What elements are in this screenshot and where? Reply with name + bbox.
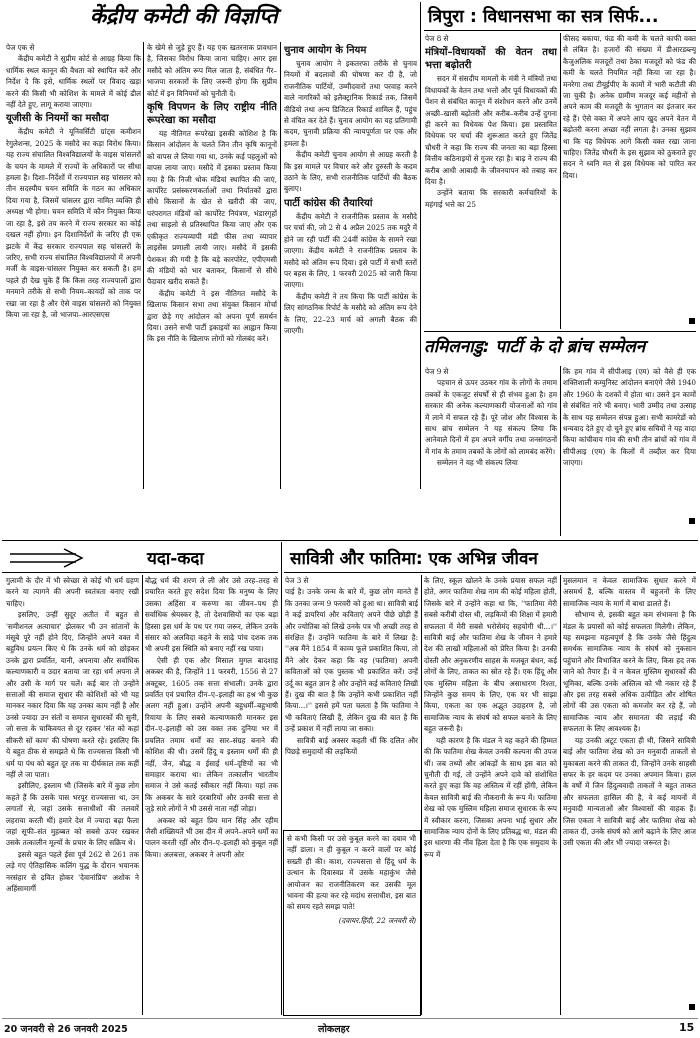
footer-date: 20 जनवरी से 26 जनवरी 2025 <box>4 1024 128 1035</box>
paragraph: यह नीतिगत रूपरेखा इसकी कोशिश है कि किसान आंदोलन के चलते जिन तीन कृषि कानूनों को वापस ले लिया गया था, उनके कई पहलुओं को वापस लाया जाए। मसौदे में इसका प्रस्ताव किया गया है कि निजी थोक मंडियां स्थापित की जाएं, कार्पोरेट प्रसंस्करणकर्ताओं तथा निर्यातकों द्वारा सीधे किसानों के खेत से खरीदी की जाए, परंपरागत मंडियों को कार्पोरेट नियंत्रण, भंडारगृहों तथा साइलो से प्रतिस्थापित किया जाए और एक एकीकृत राज्यव्यापी मंडी फीस तथा व्यापार लाइसेंस प्रणाली लायी जाए। मसौदे में इसकी पेशकश की गयी है कि बड़े कारपोरेट, एपीएमसी की मंडियों को भार बताकर, किसानों से सीधे पैदावार खरीद सकते हैं। <box>147 129 277 287</box>
section-rule <box>424 30 696 31</box>
section-rule <box>284 572 696 573</box>
column-rule <box>142 575 143 1015</box>
column-rule <box>560 575 561 1015</box>
headline-savitri: सावित्री और फातिमा: एक अभिन्न जीवन <box>290 549 538 569</box>
column-rule <box>420 2 421 489</box>
end-mark <box>689 1004 695 1010</box>
continuation-note: पेज 3 से <box>285 576 309 585</box>
paragraph: पाई है। उनके जन्म के बारे में, कुछ लोग मानते हैं कि उनका जन्म 9 फरवरी को हुआ था। सावित्री बाई ने कई डायरियां और कविताएं अपने पीछे छोड़ी हैं और ज्योतिबा को लिखे उनके पत्र भी अच्छी तरह से संरक्षित हैं। उन्होंने फातिमा के बारे में लिखा है: ''अब मैंने 1854 में काव्य फूले प्रकाशित किया, तो मैंने ओर देकर कहा कि वह (फातिमा) अपनी कविताओं को एक पुस्तक भी प्रकाशित करें। उन्हें उर्दू का बहुत ज्ञान है और उन्होंने कई कविताएं लिखी हैं। दुख की बात है कि उन्होंने कभी प्रकाशित नहीं किया...।'' इससे हमें पता चलता है कि फातिमा ने भी कविताएं लिखी हैं, लेकिन दुख की बात है कि उन्हें प्रकाश में नहीं लाया जा सका। <box>285 587 418 734</box>
paragraph: सदन में संसदीय मामलों के मंत्री ने मंत्रियों तथा विधायकों के वेतन तथा भत्तों और पूर्व विधायकों की पेंशन से संबंधित कानून में संशोधन करने और उनमें अच्छी–खासी बढ़ोतरी और करीब–करीब उन्हें दुगना ही करने का विधेयक पेश किया। इस प्रस्तावित विधेयक पर चर्चा की शुरूआत करते हुए जितेंद्र चौधरी ने कहा कि राज्य की जनता का बड़ा हिस्सा वित्तीय कठिनाइयों से गुजर रहा है। बाढ़ ने राज्य की करीब आधी आबादी के जीवनयापन को तबाह कर दिया है। <box>425 74 557 187</box>
paragraph: के खेमे से जुड़े हुए हैं। यह एक खतरनाक प्रावधान है, जिसका विरोध किया जाना चाहिए। अगर इस मसौदे को अंतिम रूप मिल जाता है, संबंधित गैर–भाजपा सरकारों के लिए जरूरी होगा कि सुप्रीम कोर्ट में इन विनियमों को चुनौती दें। <box>147 43 277 98</box>
headline-tamilnadu: तमिलनाडु: पार्टी के दो ब्रांच सम्मेलन <box>424 337 646 357</box>
source-credit: (दवायर.हिंदी, 22 जनवरी से) <box>338 915 416 925</box>
section-rule <box>424 331 696 332</box>
savitri-column-3 <box>563 575 696 1015</box>
subheading-ugc: यूजीसी के नियमों का मसौदा <box>6 113 109 125</box>
paragraph: गुलामी के दौर में भी स्वेच्छा से कोई भी धर्म ग्रहण करने या त्यागने की अपनी स्वतंत्रता बनाए रखी चाहिए। <box>6 576 139 608</box>
column-rule <box>421 575 422 1015</box>
subheading-salary-hike: मंत्रियों–विधायकों की वेतन तथा भत्ता बढ़ोतरी <box>425 47 557 72</box>
column-rule <box>143 42 144 489</box>
paragraph: केंद्रीय कमेटी ने यूनिवर्सिटी ग्रांट्स कमीशन रेगुलेशन्स, 2025 के मसौदे का कड़ा विरोध किया। यह राज्य संचालित विश्वविद्यालयों के वाइस चांसलरों के चयन के मामले में राज्यों के अधिकारों पर सीधा हमला है। दिशा–निर्देशों में राज्यपाल सह चांसलर को तीन सदस्यीय चयन समिति के गठन का अधिकार दिया गया है, जिसमें चांसलर द्वारा नामित व्यक्ति ही अध्यक्ष भी होगा। चयन समिति में कौन नियुक्त किया जा रहा है, इसे तय करने में राज्य सरकार का कोई दखल नहीं होगा। इन दिशानिर्देशों के जरिए ही एक झटके में केंद्र सरकार राज्यपाल सह चांसलरों के जरिए, सभी राज्य संचालित विश्वविद्यालयों में अपनी मर्जी के वाइस-चांसलर नियुक्त कर सकती है। हम पहले ही देख चुके हैं कि किस तरह राज्यपालों द्वारा मनमाने तरीके से सभी नियम–कायदों को ताक पर रखा जा रहा है और ऐसे वाइस चांसलरों को नियुक्त किया जा रहा है, जो भाजपा–आरएसएस <box>6 127 141 319</box>
paragraph: इससे बहुत पहले ईसा पूर्व 262 से 261 तक लड़े गए ऐतिहासिक कलिंग युद्ध के दौरान भयानक नरसंहार से द्रवित होकर 'देवानांप्रिय' अशोक ने अहिंसामार्गी <box>6 849 139 893</box>
paragraph: केंद्रीय कमेटी ने इस नीतिगत मसौदे के खिलाफ किसान सभा तथा संयुक्त किसान मोर्चा द्वारा छेड़े गए आंदोलन को अपना पूर्ण समर्थन दिया। उसने सभी पार्टी इकाइयों का आह्वान किया कि इस नीति के खिलाफ लोगों को गोलबंद करें। <box>147 288 277 344</box>
section-rule <box>2 572 278 573</box>
paragraph: सौभाग्य से, इसकी बहुत कम संभावना है कि मंडल के प्रयासों को कोई सफलता मिलेगी। लेकिन, यह समझना महत्वपूर्ण है कि उनके जैसे हिंदुत्व समर्थक सामाजिक न्याय के संघर्ष को नुकसान पहुंचाने और विभाजित करने के लिए, किस हद तक जाने को तैयार हैं। वे न केवल मुस्लिम सुधारकों की भूमिका, बल्कि उनके अस्तित्व को भी नकार रहे हैं और इस तरह सबसे अधिक उत्पीड़ित और शोषित लोगों की उस एकता को कमजोर कर रहे हैं, जो सामाजिक न्याय और समानता की लड़ाई की सफलता के लिए आवश्यक है। <box>563 610 696 734</box>
section-rule <box>2 540 698 541</box>
paragraph: इसीलिए, इस्लाम भी (जिसके बारे में कुछ लोग कहते हैं कि उसके पास भरपूर राज्यसत्ता था, उन लगातों से, जहां उसके सत्ताधीशों की तलवारें लहराया करती थीं) हमारे देश में ज्यादा बढ़ा फैला जहां सूफी–संत मुहब्बत को सबसे ऊपर रखकर उसके तत्कालीन मूल्यों के प्रचार के लिए सक्रिय थे। <box>6 781 139 848</box>
end-mark <box>689 318 695 324</box>
cc-column-3 <box>284 42 417 489</box>
paragraph: सम्मेलन ने यह भी संकल्प लिया <box>437 458 518 468</box>
paragraph: केंद्रीय कमेटी चुनाव आयोग से आग्रह करती है कि इस मामले पर विचार करे और दुरुस्ती के कदम उठाने के लिए, सभी राजनीतिक पार्टियों की बैठक बुलाए। <box>284 150 417 194</box>
yada-column-2 <box>145 575 278 1015</box>
end-mark <box>689 518 695 524</box>
continuation-box-text <box>287 833 416 1011</box>
arrow-icon <box>6 546 86 572</box>
paragraph: सावित्री बाई अक्सर कहती थीं कि दलित और पिछड़े समुदायों की लड़कियों <box>285 735 418 757</box>
paragraph: चुनाव आयोग ने इकतरफा तरीके से चुनाव नियमों में बदलावों की घोषणा कर दी है, जो राजनीतिक पार्टियों, उम्मीदवारों तथा परवाह करने वाले नागरिकों को इलैक्ट्रानिक रिकार्ड तक, जिसमें वीडियो तथा अन्य डिजिटल रिकार्ड शामिल हैं, पहुंच से वंचित कर देते हैं। चुनाव आयोग का यह प्रतिगामी कदम, चुनावी प्रक्रिया की न्यायपूर्णता पर एक और हमला है। <box>284 59 417 148</box>
footer-paper-name: लोकलहर <box>318 1024 350 1035</box>
paragraph: केंद्रीय कमेटी ने तय किया कि पार्टी कांग्रेस के लिए सांगठनिक रिपोर्ट के मसौदे को अंतिम रूप देने के लिए, 22–23 मार्च को अगली बैठक की जाएगी। <box>284 291 417 335</box>
subheading-party-congress: पार्टी कांग्रेस की तैयारियां <box>284 197 373 209</box>
footer-rule <box>2 1018 698 1019</box>
savitri-column-1 <box>285 575 418 825</box>
paragraph: यह उनकी अटूट एकता ही थी, जिसने सावित्री बाई और फातिमा शेख को उन मनुवादी ताकतों से मुकाबला करने की ताकत दी, जिन्होंने उनके साहसी सफर के हर कदम पर उनका अपमान किया। हाल के वर्षों में जिन हिंदुत्ववादी ताकतों ने बहुत ताकत और सफलता हासिल की है, वे कई मायनों में मनुवादी मान्यताओं और विश्वासों की वाहक हैं। जिस एकता ने सावित्री बाई और फातिमा शेख को ताकत दी, उनके संघर्ष को आगे बढ़ाने के लिए आज उसी एकता की और भी ज्यादा जरूरत है। <box>563 735 696 848</box>
tripura-column-1 <box>425 33 557 329</box>
tamilnadu-column-2 <box>563 366 696 516</box>
paragraph: से कभी किसी पर उसे कुबूल करने का दबाव भी नहीं डाला। न ही कुबूल न करने वालों पर कोई सख्ती ही की। काश, राज्यसत्ता से हिंदू धर्म के उत्थान के दिवास्वप्न में उसके महाकुंभ जैसे आयोजन का राजनीतिकरण कर उसकी मूल भावना की हत्या कर रहे मदांध सत्ताधीश, इस बात को समय रहते समझ पाते! <box>287 834 416 912</box>
paragraph: मुसलमान न केवल सामाजिक सुधार करने में असमर्थ हैं, बल्कि वास्तव में बहुजनों के लिए सामाजिक न्याय के मार्ग में बाधा डालते हैं। <box>563 576 696 608</box>
yada-column-1 <box>6 575 139 1015</box>
paragraph: ऐसी ही एक और मिसाल मुगल बादशाह अकबर की है, जिन्होंने 11 फरवरी, 1556 से 27 अक्टूबर, 1605 तक सत्ता संभाली। उनके द्वारा प्रवर्तित एवं प्रचारित दीन–ए–इलाही का हश्र भी कुछ अलग नहीं हुआ। उन्होंने अपनी बहुधर्मी–बहुभाषी रियाया के लिए सबसे कल्याणकारी मानकर इस दीन–ए–इलाही को उस वक्त तक दुनिया भर में प्रचलित तमाम धर्मों का सार–संग्रह बनाने की कोशिश की थी। उसमें हिंदू व इस्लाम धर्मों की ही नहीं, जैन, बौद्ध व ईसाई धर्म–दृष्टियों का भी समाहार कराया था। लेकिन तत्कालीन भारतीय समाज ने उसे कतई स्वीकार नहीं किया। यहां तक कि अकबर के सारे दरबारियों और उनकी सत्ता से जुड़े सारे लोगों ने भी उससे नाता नहीं जोड़ा। <box>145 655 278 814</box>
tamilnadu-column-1 <box>425 366 557 538</box>
paragraph: केंद्रीय कमेटी ने सुप्रीम कोर्ट से आग्रह किया कि धार्मिक स्थल कानून की वैधता को स्थापित करें और निर्देश दे कि इसे, धार्मिक स्थलों पर विवाद खड़ा करने की किसी भी कोशिश के मामले में कोई ढील नहीं देते हुए, लागू कराया जाएगा। <box>6 54 141 110</box>
tripura-column-2 <box>563 33 696 329</box>
continuation-note: पेज 9 से <box>425 367 449 376</box>
headline-tripura: त्रिपुरा : विधानसभा का सत्र सिर्फ... <box>428 7 659 27</box>
page-number: 15 <box>679 1021 695 1034</box>
column-rule <box>560 366 561 536</box>
column-rule <box>281 542 282 1015</box>
column-rule <box>560 33 561 329</box>
paragraph: बौद्ध धर्म की शरण ले ली और उसे तरह–तरह से प्रचारित करते हुए सदेश दिया कि मनुष्य के लिए उसका अहिंसा व करुणा का जीवन–पथ ही सर्वाधिक श्रेयस्कर है, तो देशवासियों का एक बड़ा हिस्सा इस धर्म के पथ पर गया जरूर, लेकिन उनके संसार को अलविदा कहने के साढ़े पांच दशक तक भी अपनी इस स्थिति को बनाए नहीं रख पाया। <box>145 576 278 654</box>
paragraph: फीसद बकाया, फंड की कमी के चलते काफी वक्त से लंबित है। हजारों की संख्या में डीआरडब्ल्यू कैजुअलिक मजदूरों तथा ठेका मजदूरों को फंड की कमी के चलते नियमित नहीं किया जा रहा है। मनरेगा तथा टीयूईपीए के कामों में भारी कटौती की जा चुकी है। अनेक ग्रामीण मजदूर कई महीनों से अपने काम की मजदूरी के भुगतान का इंतजार कर रहे हैं। ऐसे वक्त में अपने आप खुद अपने वेतन में बढ़ोतरी करना अच्छा नहीं लगता है। उनका सुझाव था कि यह विधेयक आगे किसी वक्त रखा जाना चाहिए। जितेंद्र चौधरी के इस सुझाव को ठुकराते हुए सदन ने ध्वनि मत से इस विधेयक को पारित कर दिया। <box>563 34 696 180</box>
paragraph: के लिए, स्कूल खोलने के उनके प्रयास सफल नहीं होते, अगर फातिमा शेख नाम की कोई महिला होती, जिसके बारे में उन्होंने कहा था कि, ''फातिमा मेरी सबसे करीबी दोस्त थी, लड़कियों की शिक्षा में हमारी सफलता में मेरी सबसे भरोसेमंद सहयोगी थी...।'' सावित्री बाई और फातिमा शेख के जीवन ने हमारे देश की लाखों महिलाओं को प्रेरित किया है। उनकी दोस्ती और अनुकरणीय साहस के मजबूत बंधन, कई लोगों के लिए, ताकत का स्रोत रहे हैं। एक हिंदू और एक मुस्लिम महिला के बीच असाधारण रिश्ता, जिन्होंने कुछ समय के लिए, एक घर भी साझा किया, एकता का एक अद्भुत उदाहरण है, जो सामाजिक न्याय के संघर्ष को सफल बनाने के लिए बहुत जरूरी है। <box>424 576 557 734</box>
paragraph: इसलिए, उन्हीं सुदूर अतीत में बहुत से 'समीशनल अत्याचार' झेलकर भी उन सांतानों के मंसूबे पूरे नहीं होने दिए, जिन्होंने अपने वक्त में बहुविध प्रयत्न किए थे कि उनके धर्म को छोड़कर उनके द्वारा प्रवर्तित, यानी, अपनाया और सर्वाधिक कल्याणकारी व उदार बताया जा रहा धर्म अपना लें और उसी के मार्ग पर चलें। कई बार तो उन्होंने सत्ताओं की समाज सुधार की कोशिशों को भी यह मानकर नकार दिया कि यह उनका काम नहीं है और उनसे ज्यादा उन संतों व समाज सुधारकों की सुनी, जो सत्ता के चाकिवयत से दूर रहकर 'संत को कहां सीकरी सों काम' की घोषणा करते रहे। इसलिए कि ये बहुत ठीक से समझते थे कि राज्यसत्ता किसी भी धर्म या पंथ को बहुत दूर तक या दीर्घकाल तक कहीं नहीं ले जा पाता। <box>6 610 139 779</box>
paragraph: कि हम गांव में सीपीआइ (एम) को वैसे ही एक शक्तिशाली कम्युनिस्ट आंदोलन बनाएंगे जैसे 1940 और 1960 के दशकों में होता था। उसने इन कामों से संबंधित नारे भी बनाए। भारी उम्मीद तथा उत्साह के साथ यह सम्मेलन संपन्न हुआ। सभी कामरेडों को धन्यवाद देते हुए दो चुने हुए ब्रांच सचिवों ने यह वादा किया कांचीवाय गांव की सभी तीन ब्रांचों को गांव में सीपीआइ (एम) के किलों में तब्दील कर दिया जाएगा। <box>563 367 696 468</box>
cc-column-2 <box>147 42 277 489</box>
subheading-agri-policy: कृषि विपणन के लिए राष्ट्रीय नीति रूपरेखा का मसौदा <box>147 102 277 127</box>
paragraph: पहचान से ऊपर उठकर गांव के लोगों के तमाम तबकों के एकजुट संघर्षों से ही संभव हुआ है। हम सरकार की अनेक कल्याणकारी योजनाओं को गांव में लाने में सफल रहे हैं। पूरे जोश और विश्वास के साथ ब्रांच सम्मेलन ने यह संकल्प लिया कि आनेवाले दिनों में हम अपने वर्गीय तथा जनसंगठनों में गांव के तमाम तबकों के लोगों को लामबंद करेंगे। <box>425 378 557 456</box>
headline-cc: केंद्रीय कमेटी की विज्ञप्ति <box>90 4 278 28</box>
paragraph: उन्होंने बताया कि सरकारी कर्मचारियों के महंगाई भत्ते का 25 <box>425 188 557 209</box>
cc-column-1 <box>6 42 141 489</box>
continuation-note: पेज एक से <box>6 43 35 52</box>
headline-yada-kada: यदा-कदा <box>147 549 204 569</box>
paragraph: अकबर को बहुत प्रिय मान सिंह और रहीम जैसी शख्सियतें भी उस दीन में अपने–अपने धर्मों का पालन करती रहीं और दीन–ए–इलाही को कुबूल नहीं किया। अलबत्ता, अकबर ने अपनी ओर <box>145 815 278 859</box>
continuation-note: पेज 8 से <box>425 34 449 43</box>
column-rule <box>280 42 281 489</box>
paragraph: यही कारण है कि मंडल ने यह कहने की हिम्मत की कि फातिमा शेख केवल उनकी कल्पना की उपज थीं। जब तथ्यों और आंकड़ों के साथ इस बात को चुनौती दी गई, तो उन्होंने अपने दावे को संशोधित करते हुए कहा कि वह अस्तित्व में रहीं होंगी, लेकिन केवल सावित्री बाई की नौकरानी के रूप में। फातिमा शेख को एक मुस्लिम महिला समाज सुधारक के रूप में स्वीकार करना, जिसका अपना भाई सुधार और सामाजिक न्याय दोनों के लिए प्रतिबद्ध था, मंडल की इस धारणा की नींव हिला देता है कि एक समुदाय के रूप में <box>424 735 557 859</box>
savitri-column-2 <box>424 575 557 1015</box>
subheading-election-commission: चुनाव आयोग के नियम <box>284 45 367 56</box>
paragraph: केंद्रीय कमेटी ने राजनीतिक प्रस्ताव के मसौदे पर चर्चा की, जो 2 से 4 अप्रैल 2025 तक मदुरै में होने जा रही पार्टी की 24वीं कांग्रेस के सामने रखा जाएगा। केंद्रीय कमेटी ने राजनीतिक प्रस्ताव के मसौदे को अंतिम रूप दिया। इसे पार्टी में सभी स्तरों पर बहस के लिए, 1 फरवरी 2025 को जारी किया जाएगा। <box>284 211 417 290</box>
